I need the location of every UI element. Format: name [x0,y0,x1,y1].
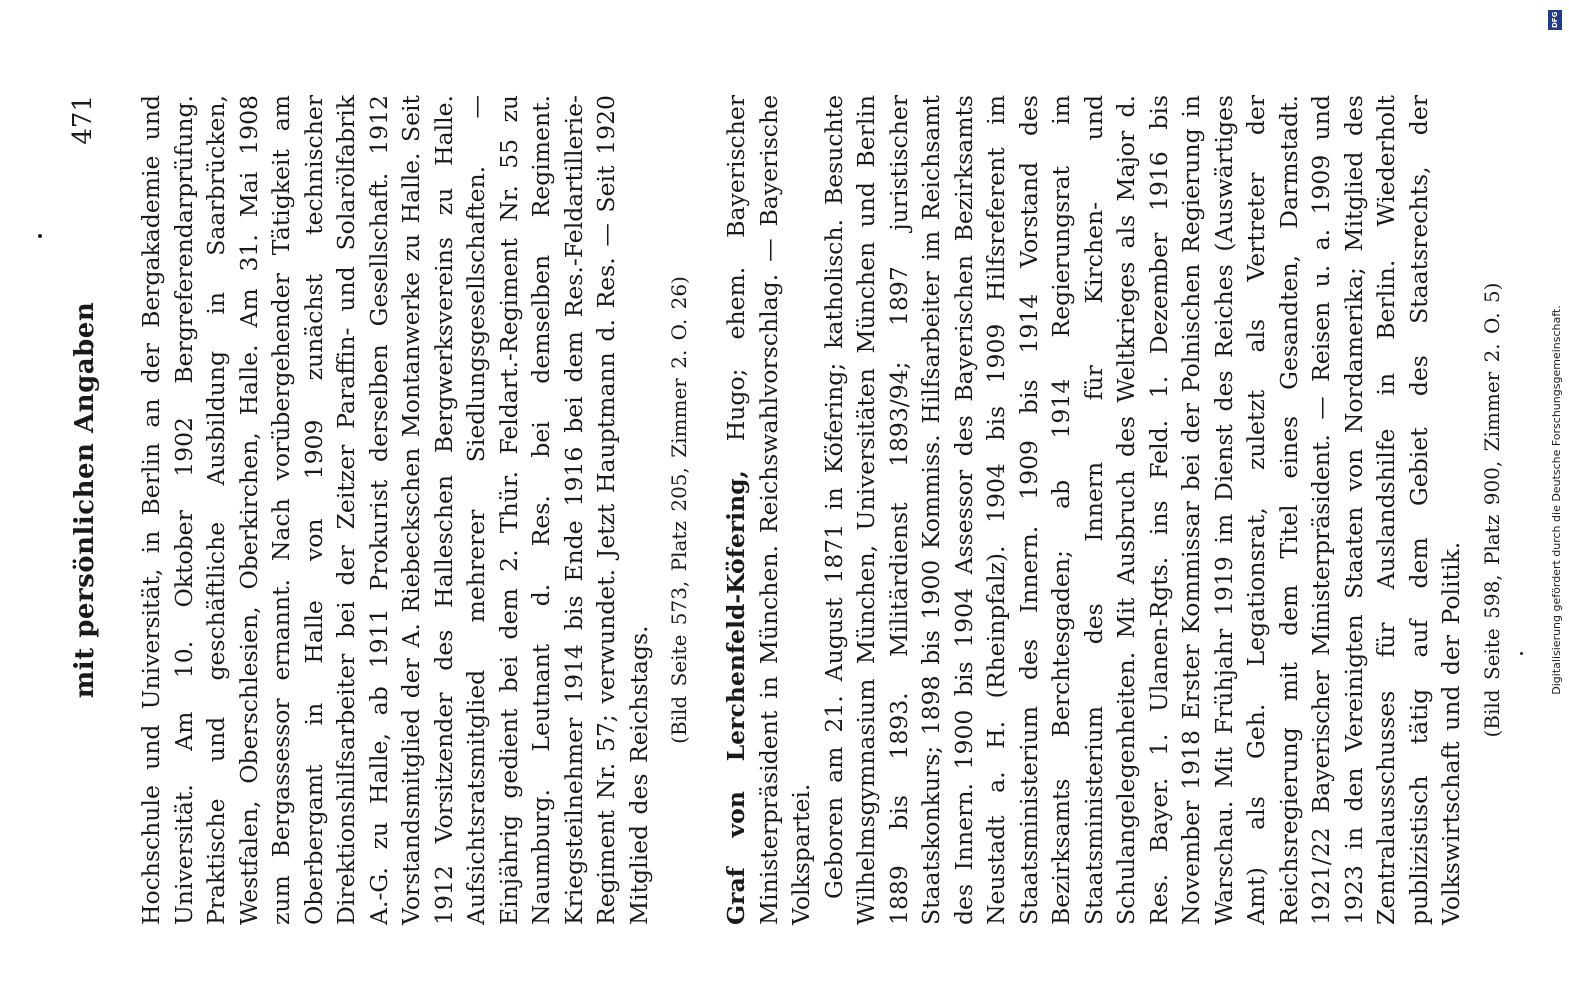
print-speck [1520,652,1523,655]
dfg-logo: DFG [1548,10,1562,30]
person-intro: Hugo; ehem. Bayerischer Ministerpräsident in München. Reichswahlvorschlag. — Bayerische Volkspartei. [722,95,815,925]
biography-text: Geboren am 21. August 1871 in Köfering; katholisch. Besuchte Wilhelmsgymnasium München, Universitäten München und Berlin 1889 bis 1893. Militärdienst 1893/94; 1897 juristischer Staatskonkurs; 1898 bis 1900 Kommiss. Hilfsarbeiter im Reichsamt des Innern. 1900 bis 1904 Assessor des Bayerischen Bezirksamts Neustadt a. H. (Rheinpfalz). 1904 bis 1909 Hilfsreferent im Staatsministerium des Innern. 1909 bis 1914 Vorstand des Bezirksamts Berchtesgaden; ab 1914 Regierungsrat im Staatsministerium des Innern für Kirchen- und Schulangelegenheiten. Mit Ausbruch des Weltkrieges als Major d. Res. Bayer. 1. Ulanen-Rgts. ins Feld. 1. Dezember 1916 bis November 1918 Erster Kommissar bei der Polnischen Regierung in Warschau. Mit Frühjahr 1919 im Dienst des Reiches (Auswärtiges Amt) als Geh. Legationsrat, zuletzt als Vertreter der Reichsregierung mit dem Titel eines Gesandten, Darmstadt. 1921/22 Bayerischer Ministerpräsident. — Reisen u. a. 1909 und 1923 in den Vereinigten Staaten von Nordamerika; Mitglied des Zentralausschusses für Auslandshilfe in Berlin. Wiederholt publizistisch tätig auf dem Gebiet des Staatsrechts, der Volkswirtschaft und der Politik. [819,95,1465,925]
biography-entry-2 [720,95,1506,925]
running-head: mit persönlichen Angaben [70,301,100,699]
digitization-note [1546,0,1568,1000]
print-speck [38,234,42,238]
image-reference-caption: (Bild Seite 573, Platz 205, Zimmer 2. O. 26) [667,276,691,744]
biography-header [720,95,818,925]
biography-text: Hochschule und Universität, in Berlin an der Bergakademie und Universität. Am 10. Oktober 1902 Bergreferendarprüfung. Praktische und geschäftliche Ausbildung in Saarbrücken, Westfalen, Oberschlesien, Oberkirchen, Halle. Am 31. Mai 1908 zum Bergassessor ernannt. Nach vorübergehender Tätigkeit am Oberbergamt in Halle von 1909 zunächst technischer Direktionshilfsarbeiter bei der Zeitzer Paraffin- und Solarölfabrik A.-G. zu Halle, ab 1911 Prokurist derselben Gesellschaft. 1912 Vorstandsmitglied der A. Riebeckschen Montanwerke zu Halle. Seit 1912 Vorsitzender des Halleschen Bergwerksvereins zu Halle. Aufsichtsratsmitglied mehrerer Siedlungsgesellschaften. — Einjährig gedient bei dem 2. Thür. Feldart.-Regiment Nr. 55 zu Naumburg. Leutnant d. Res. bei demselben Regiment. Kriegsteilnehmer 1914 bis Ende 1916 bei dem Res.-Feldartillerie-Regiment Nr. 57; verwundet. Jetzt Hauptmann d. Res. — Seit 1920 Mitglied des Reichstags. [137,95,653,925]
digitization-note-text: Digitalisierung gefördert durch die Deutsche Forschungsgemeinschaft. [1550,305,1563,695]
page-number: 471 [68,95,98,145]
image-reference-caption: (Bild Seite 598, Platz 900, Zimmer 2. O. 5) [1479,282,1504,738]
biography-entry-1 [135,95,693,925]
person-name: Graf von Lerchenfeld-Köfering, [722,470,750,925]
